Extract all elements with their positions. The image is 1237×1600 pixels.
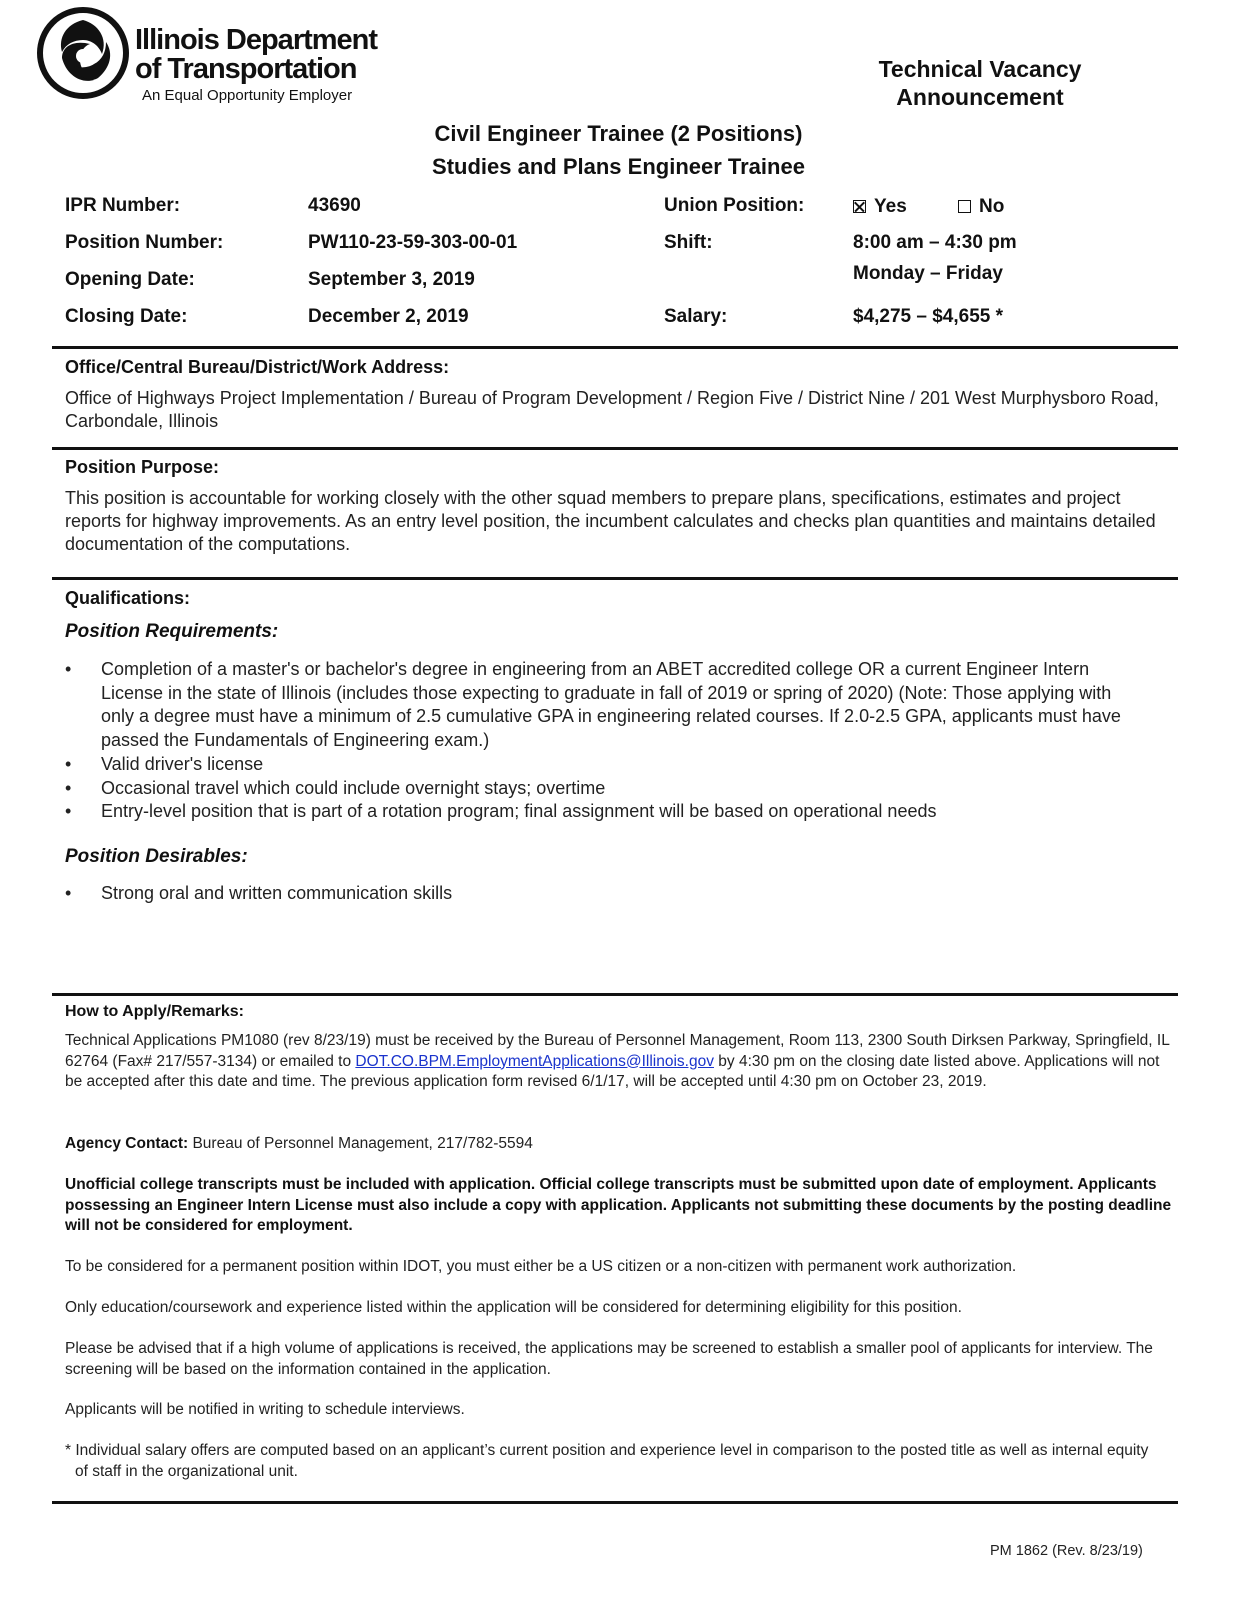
announcement-line-1: Technical Vacancy xyxy=(878,56,1082,82)
salary-label: Salary: xyxy=(664,306,728,327)
divider xyxy=(52,447,1178,450)
notification-notice: Applicants will be notified in writing to schedule interviews. xyxy=(65,1401,465,1418)
announcement-type xyxy=(840,55,1120,111)
union-yes-label: Yes xyxy=(874,196,907,217)
list-item: • Valid driver's license xyxy=(65,753,1145,777)
union-no-option xyxy=(958,196,1004,218)
divider xyxy=(52,993,1178,996)
screening-notice: Please be advised that if a high volume of applications is received, the applications may be screened to establish a smaller pool of applicants for interview. The screening will be based on the information contained in the application. xyxy=(65,1340,1153,1378)
divider xyxy=(52,346,1178,349)
purpose-text: This position is accountable for working closely with the other squad members to prepare plans, specifications, estimates and project reports for highway improvements. As an entry level position, the incumbent calculates and checks plan quantities and maintains detailed documentation of the computations. xyxy=(65,488,1156,554)
transcripts-notice: Unofficial college transcripts must be included with application. Official college transcripts must be submitted upon date of employment. Applicants possessing an Engineer Intern License must also include a copy with application. Applicants not submitting these documents by the posting deadline will not be considered for employment. xyxy=(65,1176,1172,1234)
closing-date-value: December 2, 2019 xyxy=(308,306,469,327)
opening-date-value: September 3, 2019 xyxy=(308,269,475,290)
union-no-label: No xyxy=(979,196,1005,217)
apply-instructions xyxy=(65,1031,1175,1093)
agency-line-2: of Transportation xyxy=(135,53,357,85)
shift-hours: 8:00 am – 4:30 pm xyxy=(853,232,1017,253)
desirables-list xyxy=(65,882,1145,906)
opening-date-label: Opening Date: xyxy=(65,269,195,290)
agency-contact-value: Bureau of Personnel Management, 217/782-5594 xyxy=(188,1135,533,1152)
union-yes-option xyxy=(853,196,907,218)
list-item: • Occasional travel which could include overnight stays; overtime xyxy=(65,777,1145,801)
agency-line-1: Illinois Department xyxy=(135,24,378,56)
apply-text-part-2: by 4:30 pm on the closing date listed above. Applications will not be accepted after this date and time. The previous application form revised 6/1/17, will be accepted until 4:30 pm on October 23, 2019. xyxy=(65,1052,1160,1090)
salary-value: $4,275 – $4,655 * xyxy=(853,306,1004,327)
agency-contact-label: Agency Contact: xyxy=(65,1135,189,1152)
checked-box-icon xyxy=(853,200,866,213)
salary-footnote: * Individual salary offers are computed based on an applicant’s current position and experience level in comparison to the posted title as well as internal equity of staff in the organizational unit. xyxy=(65,1442,1149,1480)
list-item: • Entry-level position that is part of a rotation program; final assignment will be based on operational needs xyxy=(65,800,1145,824)
closing-date-label: Closing Date: xyxy=(65,306,188,327)
list-item: • Completion of a master's or bachelor's degree in engineering from an ABET accredited college OR a current Engineer Intern License in the state of Illinois (includes those expecting to graduate in fall of 2019 or spring of 2020) (Note: Those applying with only a degree must have a minimum of 2.5 cumulative GPA in engineering related courses. If 2.0-2.5 GPA, applicants must have passed the Fundamentals of Engineering exam.) xyxy=(65,658,1145,753)
job-title: Civil Engineer Trainee (2 Positions) xyxy=(434,121,803,146)
requirements-list xyxy=(65,658,1145,824)
position-number-value: PW110-23-59-303-00-01 xyxy=(308,232,518,253)
union-position-label: Union Position: xyxy=(664,195,805,216)
apply-text-part-1: Technical Applications PM1080 (rev 8/23/19) must be received by the Bureau of Personnel Management, Room 113, 2300 South Dirksen Parkway, Springfield, IL 62764 (Fax# 217/557-3134) or emailed to xyxy=(65,1032,1170,1070)
list-item: • Strong oral and written communication skills xyxy=(65,882,1145,906)
unchecked-box-icon xyxy=(958,200,971,213)
ipr-label: IPR Number: xyxy=(65,195,181,216)
divider xyxy=(52,577,1178,580)
desirables-heading: Position Desirables: xyxy=(65,846,248,867)
qualifications-heading: Qualifications: xyxy=(65,588,191,608)
shift-days: Monday – Friday xyxy=(853,263,1003,284)
agency-contact xyxy=(65,1134,1175,1155)
job-subtitle: Studies and Plans Engineer Trainee xyxy=(432,154,805,179)
address-heading: Office/Central Bureau/District/Work Address: xyxy=(65,357,450,377)
apply-heading: How to Apply/Remarks: xyxy=(65,1003,244,1020)
address-text: Office of Highways Project Implementation / Bureau of Program Development / Region Five / District Nine / 201 West Murphysboro Road, Carbondale, Illinois xyxy=(65,388,1159,431)
idot-logo-icon xyxy=(36,6,130,100)
ipr-value: 43690 xyxy=(308,195,361,216)
email-link[interactable]: DOT.CO.BPM.EmploymentApplications@Illinois.gov xyxy=(355,1052,714,1070)
coursework-notice: Only education/coursework and experience listed within the application will be considered for determining eligibility for this position. xyxy=(65,1299,962,1316)
tagline: An Equal Opportunity Employer xyxy=(142,87,353,104)
position-number-label: Position Number: xyxy=(65,232,224,253)
divider xyxy=(52,1501,1178,1504)
citizenship-notice: To be considered for a permanent position within IDOT, you must either be a US citizen or a non-citizen with permanent work authorization. xyxy=(65,1258,1017,1275)
form-number: PM 1862 (Rev. 8/23/19) xyxy=(990,1543,1143,1559)
announcement-line-2: Announcement xyxy=(896,84,1064,110)
shift-label: Shift: xyxy=(664,232,713,253)
requirements-heading: Position Requirements: xyxy=(65,621,279,642)
agency-name xyxy=(135,26,377,84)
purpose-heading: Position Purpose: xyxy=(65,457,220,477)
